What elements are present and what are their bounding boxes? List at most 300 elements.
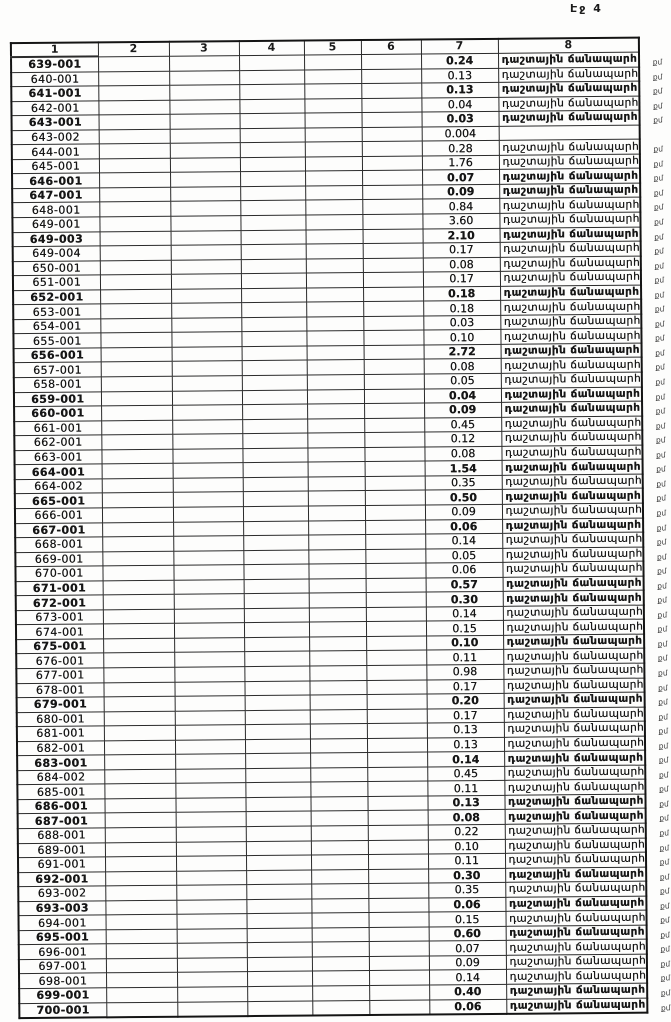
area-value-cell: 0.08	[424, 446, 501, 461]
empty-cell	[173, 521, 243, 536]
empty-cell	[363, 229, 423, 244]
empty-cell	[174, 594, 244, 609]
empty-cell	[175, 725, 245, 740]
empty-cell	[243, 550, 308, 565]
parcel-id-cell: 652-001	[13, 290, 100, 305]
empty-cell	[104, 696, 175, 711]
area-value-cell: 0.17	[427, 708, 504, 723]
area-value-cell: 0.05	[425, 548, 502, 563]
empty-cell	[312, 1000, 369, 1016]
land-use-cell	[503, 678, 668, 694]
land-use-text: դաշտային ճանապարհ	[506, 605, 644, 619]
land-use-text: դաշտային ճանապարհ	[506, 649, 644, 663]
col-header-6: 6	[361, 40, 421, 55]
empty-cell	[367, 738, 427, 753]
empty-cell	[102, 536, 173, 551]
unit-note: քմ	[658, 726, 669, 736]
empty-cell	[106, 929, 177, 944]
parcel-id-cell: 655-001	[13, 333, 100, 348]
unit-note: քմ	[653, 101, 663, 111]
land-use-text: դաշտային ճանապարհ	[507, 751, 644, 765]
land-use-cell	[500, 299, 665, 315]
area-value-cell: 0.20	[427, 693, 504, 708]
page-number-label: Էջ 4	[570, 2, 603, 15]
empty-cell	[106, 958, 177, 973]
empty-cell	[364, 403, 424, 418]
area-value-cell: 0.07	[429, 941, 506, 956]
empty-cell	[368, 883, 428, 898]
area-value-cell: 0.22	[428, 824, 505, 839]
empty-cell	[170, 187, 240, 202]
empty-cell	[305, 171, 362, 186]
empty-cell	[362, 199, 422, 214]
area-value-cell: 0.09	[429, 955, 506, 970]
parcel-id-cell: 674-001	[16, 624, 103, 639]
empty-cell	[366, 636, 426, 651]
land-use-text: դաշտային ճանապարհ	[506, 591, 642, 605]
land-use-text: դաշտային ճանապարհ	[505, 562, 643, 576]
area-value-cell: 0.11	[427, 781, 504, 796]
empty-cell	[99, 173, 170, 188]
empty-cell	[361, 98, 421, 113]
empty-cell	[242, 346, 307, 361]
empty-cell	[169, 70, 239, 85]
parcel-id-cell: 698-001	[19, 973, 106, 988]
empty-cell	[369, 970, 429, 985]
land-use-text: դաշտային ճանապարհ	[504, 372, 642, 387]
empty-cell	[364, 345, 424, 360]
parcel-id-cell: 643-002	[12, 130, 99, 145]
land-use-text: դաշտային ճանապարհ	[502, 183, 639, 198]
empty-cell	[367, 796, 427, 811]
empty-cell	[99, 114, 170, 129]
land-use-text: դաշտային ճանապարհ	[504, 416, 642, 430]
empty-cell	[307, 345, 364, 360]
empty-cell	[305, 127, 362, 142]
land-use-text: դաշտային ճանապարհ	[506, 663, 644, 678]
empty-cell	[104, 711, 175, 726]
empty-cell	[369, 985, 429, 1000]
empty-cell	[306, 229, 363, 244]
area-value-cell: 1.76	[422, 155, 499, 170]
parcel-id-cell: 641-001	[11, 86, 98, 101]
area-value-cell: 0.10	[423, 330, 500, 345]
col-header-1: 1	[11, 42, 98, 57]
empty-cell	[104, 725, 175, 740]
empty-cell	[367, 709, 427, 724]
empty-cell	[369, 927, 429, 942]
land-use-text: դաշտային ճանապարհ	[507, 736, 645, 750]
land-use-text: դաշտային ճանապարհ	[507, 722, 645, 736]
land-use-text: դաշտային ճանապարհ	[504, 387, 641, 401]
area-value-cell: 0.28	[422, 141, 499, 156]
land-use-cell	[499, 169, 664, 185]
unit-note: քմ	[658, 712, 668, 722]
empty-cell	[240, 128, 305, 143]
area-value-cell: 0.40	[429, 984, 506, 999]
area-value-cell: 0.45	[424, 417, 501, 432]
unit-note: քմ	[660, 930, 670, 940]
empty-cell	[365, 461, 425, 476]
empty-cell	[105, 813, 176, 828]
empty-cell	[361, 69, 421, 84]
empty-cell	[362, 170, 422, 185]
empty-cell	[306, 273, 363, 288]
empty-cell	[361, 54, 421, 70]
empty-cell	[170, 216, 240, 231]
empty-cell	[241, 317, 306, 332]
empty-cell	[242, 375, 307, 390]
empty-cell	[312, 971, 369, 986]
land-use-cell	[501, 416, 666, 432]
empty-cell	[174, 637, 244, 652]
land-use-cell	[500, 285, 665, 301]
land-use-text: դաշտային ճանապարհ	[509, 940, 647, 954]
parcel-id-cell: 650-001	[13, 261, 100, 276]
empty-cell	[367, 781, 427, 796]
empty-cell	[243, 477, 308, 492]
empty-cell	[368, 854, 428, 869]
land-use-cell	[502, 547, 667, 563]
area-value-cell: 0.14	[427, 752, 504, 767]
land-use-text: դաշտային ճանապարհ	[509, 954, 647, 968]
empty-cell	[98, 85, 169, 100]
parcel-id-cell: 700-001	[19, 1002, 106, 1018]
area-value-cell: 0.12	[424, 432, 501, 447]
empty-cell	[240, 142, 305, 157]
empty-cell	[103, 624, 174, 639]
empty-cell	[312, 986, 369, 1001]
empty-cell	[101, 405, 172, 420]
empty-cell	[106, 973, 177, 988]
empty-cell	[171, 303, 241, 318]
empty-cell	[244, 666, 309, 681]
empty-cell	[245, 768, 310, 783]
cadastre-table	[10, 37, 671, 1020]
empty-cell	[241, 273, 306, 288]
empty-cell	[307, 404, 364, 419]
land-use-cell	[505, 910, 670, 926]
empty-cell	[363, 272, 423, 287]
unit-note: քմ	[655, 421, 666, 431]
parcel-id-cell: 693-002	[18, 886, 105, 901]
empty-cell	[175, 710, 245, 725]
empty-cell	[177, 1001, 247, 1017]
empty-cell	[105, 885, 176, 900]
land-use-cell	[500, 256, 665, 272]
land-use-text: դաշտային ճանապարհ	[507, 780, 645, 794]
area-value-cell: 0.17	[423, 272, 500, 287]
empty-cell	[102, 507, 173, 522]
land-use-cell	[506, 939, 671, 955]
empty-cell	[172, 405, 242, 420]
land-use-text: դաշտային ճանապարհ	[505, 532, 643, 547]
land-use-cell	[504, 736, 669, 752]
parcel-id-cell: 670-001	[15, 566, 102, 581]
empty-cell	[173, 565, 243, 580]
empty-cell	[366, 592, 426, 607]
empty-cell	[369, 1000, 429, 1016]
land-use-cell	[499, 198, 664, 214]
unit-note: քմ	[653, 202, 664, 212]
area-value-cell: 0.13	[427, 722, 504, 737]
empty-cell	[239, 55, 304, 71]
empty-cell	[99, 144, 170, 159]
empty-cell	[170, 143, 240, 158]
area-value-cell: 0.35	[425, 475, 502, 490]
land-use-cell	[506, 969, 671, 985]
empty-cell	[173, 550, 243, 565]
empty-cell	[102, 464, 173, 479]
land-use-text: դաշտային ճանապարհ	[509, 925, 645, 939]
empty-cell	[365, 520, 425, 535]
empty-cell	[311, 898, 368, 913]
empty-cell	[240, 171, 305, 186]
empty-cell	[244, 622, 309, 637]
empty-cell	[177, 972, 247, 987]
empty-cell	[363, 316, 423, 331]
land-use-text: դաշտային ճանապարհ	[504, 402, 641, 416]
land-use-cell	[505, 809, 669, 825]
col-header-5: 5	[304, 40, 361, 54]
empty-cell	[306, 331, 363, 346]
empty-cell	[312, 942, 369, 957]
empty-cell	[170, 201, 240, 216]
empty-cell	[310, 767, 367, 782]
parcel-id-cell: 649-003	[13, 231, 100, 246]
area-value-cell: 0.30	[426, 592, 503, 607]
empty-cell	[308, 476, 365, 491]
area-value-cell: 0.06	[425, 562, 502, 577]
empty-cell	[170, 128, 240, 143]
parcel-id-cell: 682-001	[17, 741, 104, 756]
unit-note: քմ	[654, 304, 665, 314]
area-value-cell: 0.14	[429, 970, 506, 985]
empty-cell	[173, 477, 243, 492]
unit-note: քմ	[659, 813, 669, 823]
col-header-7: 7	[421, 39, 498, 54]
land-use-text: դաշտային ճանապարհ	[505, 547, 643, 561]
parcel-id-cell: 643-001	[12, 115, 99, 130]
empty-cell	[105, 871, 176, 886]
land-use-cell	[506, 983, 671, 999]
empty-cell	[311, 811, 368, 826]
unit-note: քմ	[659, 886, 670, 896]
empty-cell	[101, 347, 172, 362]
empty-cell	[175, 783, 245, 798]
empty-cell	[307, 375, 364, 390]
empty-cell	[101, 449, 172, 464]
parcel-id-cell: 672-001	[16, 595, 103, 610]
parcel-id-cell: 699-001	[19, 988, 106, 1003]
area-value-cell: 0.11	[428, 853, 505, 868]
land-use-cell	[503, 576, 667, 592]
land-use-cell	[506, 954, 671, 970]
land-use-text: դաշտային ճանապարհ	[508, 852, 646, 867]
empty-cell	[100, 231, 171, 246]
empty-cell	[176, 827, 246, 842]
unit-note: քմ	[659, 784, 669, 794]
empty-cell	[364, 374, 424, 389]
empty-cell	[174, 681, 244, 696]
empty-cell	[102, 551, 173, 566]
land-use-text: դաշտային ճանապարհ	[503, 227, 639, 241]
empty-cell	[304, 69, 361, 84]
area-value-cell: 0.84	[422, 199, 499, 214]
empty-cell	[102, 478, 173, 493]
empty-cell	[308, 549, 365, 564]
empty-cell	[101, 376, 172, 391]
land-use-text: դաշտային ճանապարհ	[501, 96, 639, 110]
land-use-cell	[500, 270, 665, 286]
empty-cell	[311, 869, 368, 884]
land-use-cell	[502, 474, 666, 490]
empty-cell	[104, 769, 175, 784]
land-use-cell	[502, 561, 667, 577]
parcel-id-cell: 664-001	[15, 464, 102, 479]
land-use-text: դաշտային ճանապարհ	[507, 765, 645, 779]
land-use-text: դաշտային ճանապարհ	[509, 983, 646, 998]
empty-cell	[362, 112, 422, 127]
area-value-cell: 0.10	[428, 839, 505, 854]
empty-cell	[242, 448, 307, 463]
parcel-id-cell: 651-001	[13, 275, 100, 290]
empty-cell	[176, 812, 246, 827]
land-use-cell	[505, 896, 670, 912]
area-value-cell: 0.17	[426, 679, 503, 694]
empty-cell	[362, 214, 422, 229]
land-use-text: դաշտային ճանապարհ	[503, 256, 641, 270]
empty-cell	[176, 870, 246, 885]
empty-cell	[366, 650, 426, 665]
empty-cell	[363, 243, 423, 258]
unit-note: քմ	[656, 479, 666, 489]
empty-cell	[102, 493, 173, 508]
empty-cell	[305, 185, 362, 200]
area-value-cell: 0.08	[428, 810, 505, 825]
land-use-cell	[501, 343, 665, 359]
empty-cell	[246, 913, 311, 928]
land-use-text: դաշտային ճանապարհ	[503, 271, 641, 285]
empty-cell	[172, 376, 242, 391]
empty-cell	[305, 142, 362, 157]
empty-cell	[243, 521, 308, 536]
unit-note: քմ	[653, 115, 663, 125]
empty-cell	[308, 564, 365, 579]
area-value-cell: 1.54	[425, 461, 502, 476]
empty-cell	[368, 869, 428, 884]
land-use-cell	[501, 430, 666, 446]
empty-cell	[244, 593, 309, 608]
empty-cell	[367, 694, 427, 709]
unit-note: քմ	[655, 377, 666, 387]
land-use-cell	[501, 401, 666, 417]
empty-cell	[305, 113, 362, 128]
empty-cell	[306, 302, 363, 317]
unit-note: քմ	[660, 944, 671, 954]
land-use-cell	[505, 838, 670, 854]
empty-cell	[363, 258, 423, 273]
empty-cell	[361, 83, 421, 98]
land-use-text: դաշտային ճանապարհ	[502, 169, 639, 183]
empty-cell	[309, 622, 366, 637]
area-value-cell: 0.04	[421, 97, 498, 112]
empty-cell	[169, 85, 239, 100]
area-value-cell: 0.13	[427, 737, 504, 752]
land-use-cell	[498, 67, 663, 83]
empty-cell	[173, 536, 243, 551]
land-use-cell	[503, 649, 668, 665]
land-use-text: դաշտային ճանապարհ	[502, 198, 640, 212]
parcel-id-cell: 661-001	[14, 421, 101, 436]
empty-cell	[242, 390, 307, 405]
empty-cell	[365, 476, 425, 491]
empty-cell	[103, 682, 174, 697]
empty-cell	[100, 245, 171, 260]
empty-cell	[100, 289, 171, 304]
land-use-cell	[498, 81, 663, 97]
empty-cell	[365, 490, 425, 505]
unit-note: քմ	[657, 610, 668, 620]
empty-cell	[368, 898, 428, 913]
empty-cell	[102, 565, 173, 580]
parcel-id-cell: 684-002	[17, 770, 104, 785]
area-value-cell: 0.17	[423, 242, 500, 257]
empty-cell	[310, 738, 367, 753]
land-use-text: դաշտային ճանապարհ	[506, 678, 644, 692]
land-use-text: դաշտային ճանապարհ	[502, 140, 640, 154]
empty-cell	[171, 332, 241, 347]
parcel-id-cell: 671-001	[16, 581, 103, 596]
empty-cell	[177, 928, 247, 943]
area-value-cell: 2.72	[424, 344, 501, 359]
land-use-cell	[502, 489, 667, 505]
area-value-cell: 0.03	[422, 112, 499, 127]
empty-cell	[241, 331, 306, 346]
parcel-id-cell: 639-001	[11, 56, 98, 72]
unit-note: քմ	[655, 435, 666, 445]
empty-cell	[305, 200, 362, 215]
unit-note: քմ	[660, 1002, 671, 1013]
unit-note: քմ	[654, 261, 665, 271]
empty-cell	[362, 156, 422, 171]
land-use-cell	[503, 605, 668, 621]
empty-cell	[103, 594, 174, 609]
empty-cell	[368, 825, 428, 840]
unit-note: քմ	[655, 362, 665, 372]
parcel-id-cell: 689-001	[18, 842, 105, 857]
empty-cell	[172, 434, 242, 449]
area-value-cell: 0.09	[425, 504, 502, 519]
empty-cell	[310, 753, 367, 768]
unit-note: քմ	[654, 319, 665, 329]
unit-note: քմ	[654, 246, 664, 256]
parcel-id-cell: 653-001	[13, 304, 100, 319]
empty-cell	[103, 609, 174, 624]
empty-cell	[169, 99, 239, 114]
empty-cell	[364, 432, 424, 447]
empty-cell	[367, 767, 427, 782]
empty-cell	[173, 507, 243, 522]
land-use-cell	[501, 387, 666, 403]
land-use-text: դաշտային ճանապարհ	[508, 809, 644, 823]
land-use-cell	[503, 663, 668, 679]
empty-cell	[105, 900, 176, 915]
empty-cell	[308, 520, 365, 535]
land-use-cell	[503, 590, 667, 606]
parcel-id-cell: 645-001	[12, 159, 99, 174]
empty-cell	[174, 579, 244, 594]
